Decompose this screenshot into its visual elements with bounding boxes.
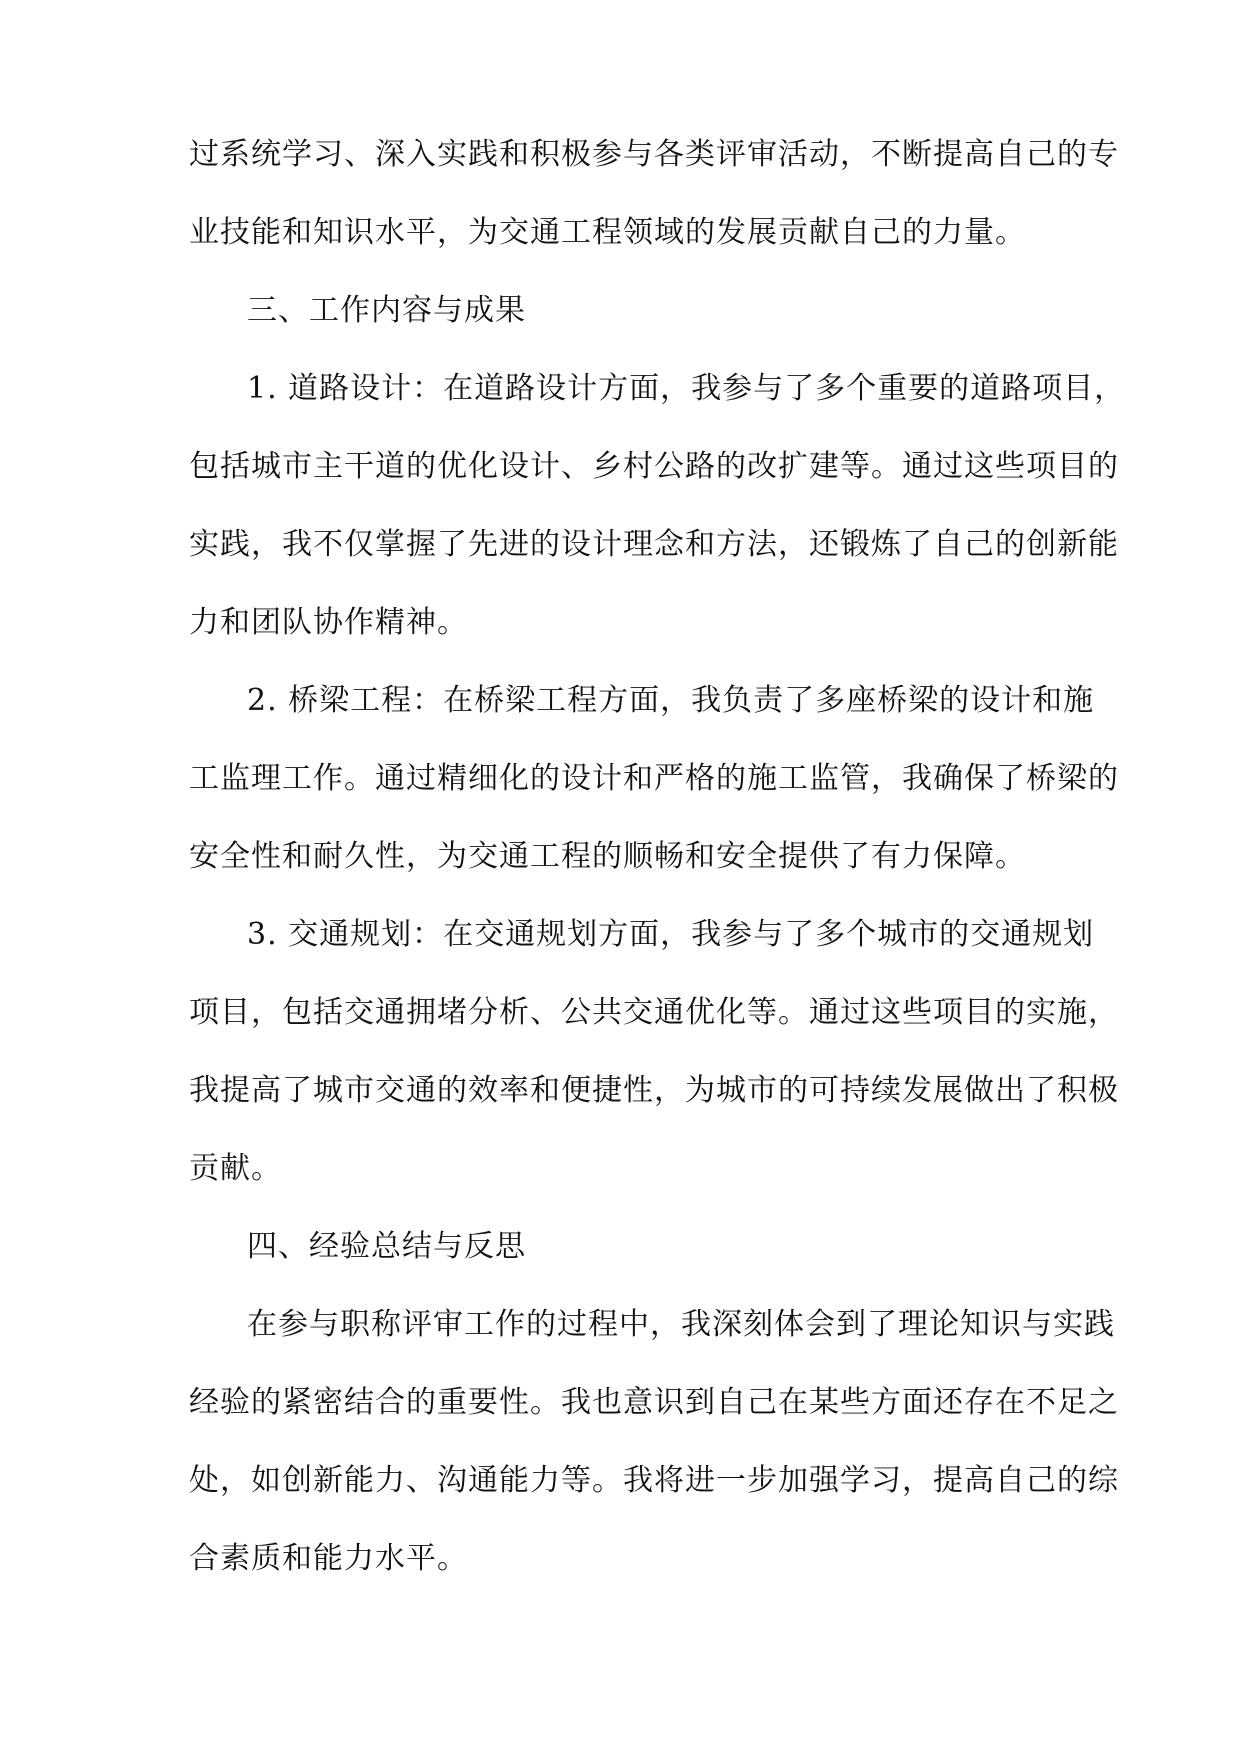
list-item-traffic-planning: 3. 交通规划：在交通规划方面，我参与了多个城市的交通规划 — [247, 917, 1095, 952]
list-item-road-design: 1. 道路设计：在道路设计方面，我参与了多个重要的道路项目， — [247, 371, 1126, 406]
text-line: 我提高了城市交通的效率和便捷性，为城市的可持续发展做出了积极 — [189, 1073, 1119, 1108]
text-line: 贡献。 — [189, 1151, 282, 1186]
text-line: 工监理工作。通过精细化的设计和严格的施工监管，我确保了桥梁的 — [189, 761, 1119, 796]
text-line: 项目，包括交通拥堵分析、公共交通优化等。通过这些项目的实施， — [189, 995, 1119, 1030]
text-line: 安全性和耐久性，为交通工程的顺畅和安全提供了有力保障。 — [189, 839, 1026, 874]
text-line: 力和团队协作精神。 — [189, 605, 468, 640]
section-heading: 四、经验总结与反思 — [247, 1229, 526, 1264]
text-line: 过系统学习、深入实践和积极参与各类评审活动，不断提高自己的专 — [189, 137, 1119, 172]
section-heading: 三、工作内容与成果 — [247, 293, 526, 328]
text-line: 处，如创新能力、沟通能力等。我将进一步加强学习，提高自己的综 — [189, 1463, 1119, 1498]
text-line: 合素质和能力水平。 — [189, 1541, 468, 1576]
list-item-bridge-engineering: 2. 桥梁工程：在桥梁工程方面，我负责了多座桥梁的设计和施 — [247, 683, 1095, 718]
text-line: 业技能和知识水平，为交通工程领域的发展贡献自己的力量。 — [189, 215, 1026, 250]
document-body — [189, 116, 1126, 1598]
text-line: 包括城市主干道的优化设计、乡村公路的改扩建等。通过这些项目的 — [189, 449, 1119, 484]
text-line: 实践，我不仅掌握了先进的设计理念和方法，还锻炼了自己的创新能 — [189, 527, 1119, 562]
text-line: 经验的紧密结合的重要性。我也意识到自己在某些方面还存在不足之 — [189, 1385, 1119, 1420]
paragraph-start: 在参与职称评审工作的过程中，我深刻体会到了理论知识与实践 — [247, 1307, 1115, 1342]
